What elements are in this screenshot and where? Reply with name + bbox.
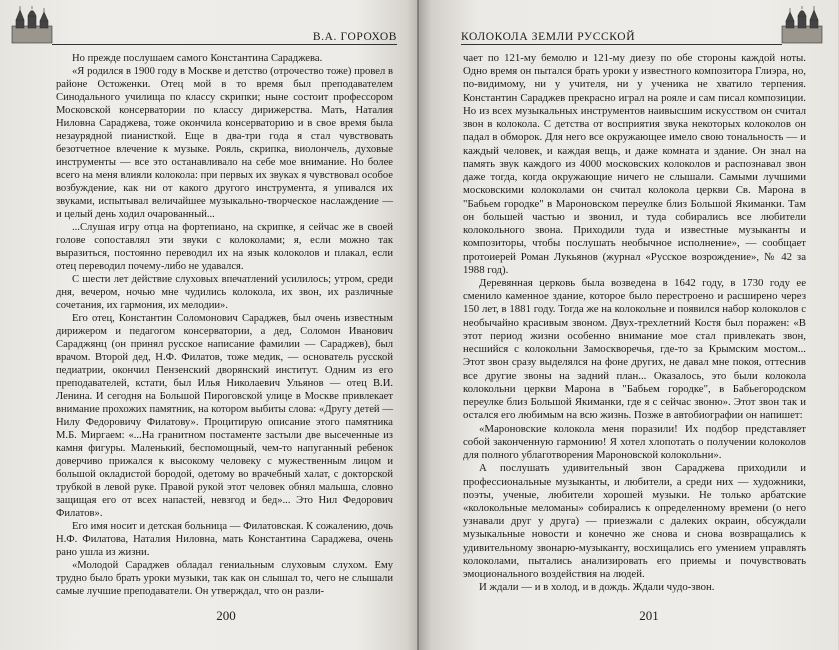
paragraph: «Мароновские колокола меня поразили! Их подбор представляет собой законченную гармонию! Я хотел хлопотать о получении колоколов для полного ублаготворения Мароновской колокольни».	[463, 422, 806, 462]
running-header: КОЛОКОЛА ЗЕМЛИ РУССКОЙ	[461, 30, 782, 45]
paragraph: «Молодой Сараджев обладал гениальным слуховым слухом. Ему трудно было брать уроки музыки, так как он слышал то, чего не слышали самые лучшие преподаватели. Он утверждал, что он разли-	[56, 560, 393, 597]
paragraph: А послушать удивительный звон Сараджева приходили и профессиональные музыканты, и любители, а среди них — художники, поэты, ученые, любители хорошей музыки. Не только арбатские «колокольные меломаны» собирались к определенному времени (о него узнавали друг у друга) — приезжали с далеких окраин, обсуждали музыкальные новости и конечно же снова и снова возвращались к удивительному звонарю-музыканту, восхищались его умением управлять колоколами, пытались анализировать его приемы и почувствовать эмоционального воздействия на людей.	[463, 462, 806, 581]
running-header: В.А. ГОРОХОВ	[52, 30, 397, 45]
page-number: 201	[639, 608, 659, 623]
left-page	[0, 0, 419, 650]
paragraph: С шести лет действие слуховых впечатлений усилилось; утром, среди дня, вечером, ночью мне чудились колокола, их звон, их различные сочетания, их гармония, их мелодии».	[56, 274, 393, 311]
paragraph: Но прежде послушаем самого Константина Сараджева.	[72, 53, 323, 64]
paragraph: Деревянная церковь была возведена в 1642 году, в 1730 году ее сменило каменное здание, которое было перестроено и расширено через 150 лет, в 1881 году. Тогда же на колокольне и появился набор колоколов с необычайно красивым звоном. Двух-трехлетний Костя был поражен: «В этот период жизни особенно внимание мое стал привлекать звон, несшийся с колокольни Замоскворечья, где-то за Крымским мостом... Этот звон сразу выделялся на фоне других, не давал мне покоя, оттеснив все другие звоны на задний план... Оказалось, это были колокола колокольни церкви Марона в "Бабьем городке", в Бабьегородском переулке близ Большой Якиманки, где я с сейчас звоню». Этот звон так и остался его любимым на всю жизнь. Позже в автобиографии он напишет:	[463, 276, 806, 422]
kremlin-towers-icon	[10, 6, 54, 44]
paragraph: ...Слушая игру отца на фортепиано, на скрипке, я сейчас же в своей голове сопоставлял эти звуки с колоколами; я, если можно так выразиться, постоянно переводил их на язык колоколов и плакал, если отец переводил почему-либо не удавался.	[56, 222, 393, 272]
page-text	[56, 52, 393, 598]
paragraph: чает по 121-му бемолю и 121-му диезу по обе стороны каждой ноты. Одно время он пытался брать уроки у известного композитора Глиэра, но, по-видимому, ни у учителя, ни у ученика не хватило терпения. Константин Сараджев прекрасно играл на рояле и сам писал композиции. Но из всех музыкальных инструментов наивысшим искусством он считал звон в колокола. С детства от восприятия звука некоторых колоколов он падал в обморок. Для него все окружающее имело свою тональность — и каждый человек, и каждая вещь, и даже комната и здание. Он знал на память звук каждого из 4000 московских колоколов и распознавал звон даже тогда, когда окружающие ничего не слышали. Самыми лучшими московскими колоколами он считал колокола церкви Св. Марона в "Бабьем городке" в Мароновском переулке близ Большой Якиманки. Там он большей частью и звонил, и туда собирались все любители колокольного звона. Приходили туда и известные музыканты и композиторы, чтобы послушать необычное исполнение», — сообщает протоиерей Роман Лукьянов (журнал «Русское возрождение», № 42 за 1988 год).	[463, 52, 806, 276]
page-number: 200	[216, 608, 236, 623]
right-page	[419, 0, 838, 650]
paragraph: И ждали — и в холод, и в дождь. Ждали чудо-звон.	[479, 581, 715, 594]
paragraph: Его отец, Константин Соломонович Сараджев, был очень известным дирижером и педагогом консерватории, а дед, Соломон Иванович Сараджянц (он принял русское написание фамилии — Сараджев), был врачом. Второй дед, Н.Ф. Филатов, тоже медик, — основатель русской педиатрии, окончил Пензенский дворянский институт. Одним из его преподавателей, кстати, был Илья Николаевич Ульянов — отец В.И. Ленина. И сегодня на Большой Пироговской улице в Москве привлекает внимание прохожих памятник, на котором выбиты слова: «Другу детей — Нилу Федоровичу Филатову». Процитирую описание этого памятника М.Б. Миргаем: «...На гранитном постаменте застыли две высеченные из камня фигуры. Маленький, беспомощный, чем-то напуганный ребенок доверчиво прижался к высокому человеку с мужественным лицом и большой окладистой бородой, одетому во врачебный халат, с докторской трубкой в левой руке. Правой рукой этот человек обнял малыша, словно защищая его от всех напастей, невзгод и бед»... Это Нил Федорович Филатов».	[56, 313, 393, 519]
page-text	[463, 52, 806, 595]
kremlin-towers-icon	[780, 6, 824, 44]
paragraph: «Я родился в 1900 году в Москве и детство (отрочество тоже) провел в районе Остоженки. Отец мой в то время был преподавателем Синодального училища по классу скрипки; ныне состоит профессором Московской консерватории по классу дирижерства. Мать, Наталия Ниловна Сараджева, тоже окончила консерваторию и в свое время была незаурядной пианисткой. Еще в два-три года я стал чувствовать безотчетное влечение к музыке. Рояль, скрипка, виолончель, духовые инструменты — все это останавливало на себе мое внимание. Но более всего на меня влияли колокола: при первых их звуках я чувствовал особое возбуждение, как ни от какого другого инструмента, я упивался их звуками, испытывал величайшее музыкально-творческое наслаждение — и целый день ходил очарованный...	[56, 66, 393, 220]
paragraph: Его имя носит и детская больница — Филатовская. К сожалению, дочь Н.Ф. Филатова, Наталия Ниловна, мать Константина Сараджева, очень рано ушла из жизни.	[56, 521, 393, 558]
